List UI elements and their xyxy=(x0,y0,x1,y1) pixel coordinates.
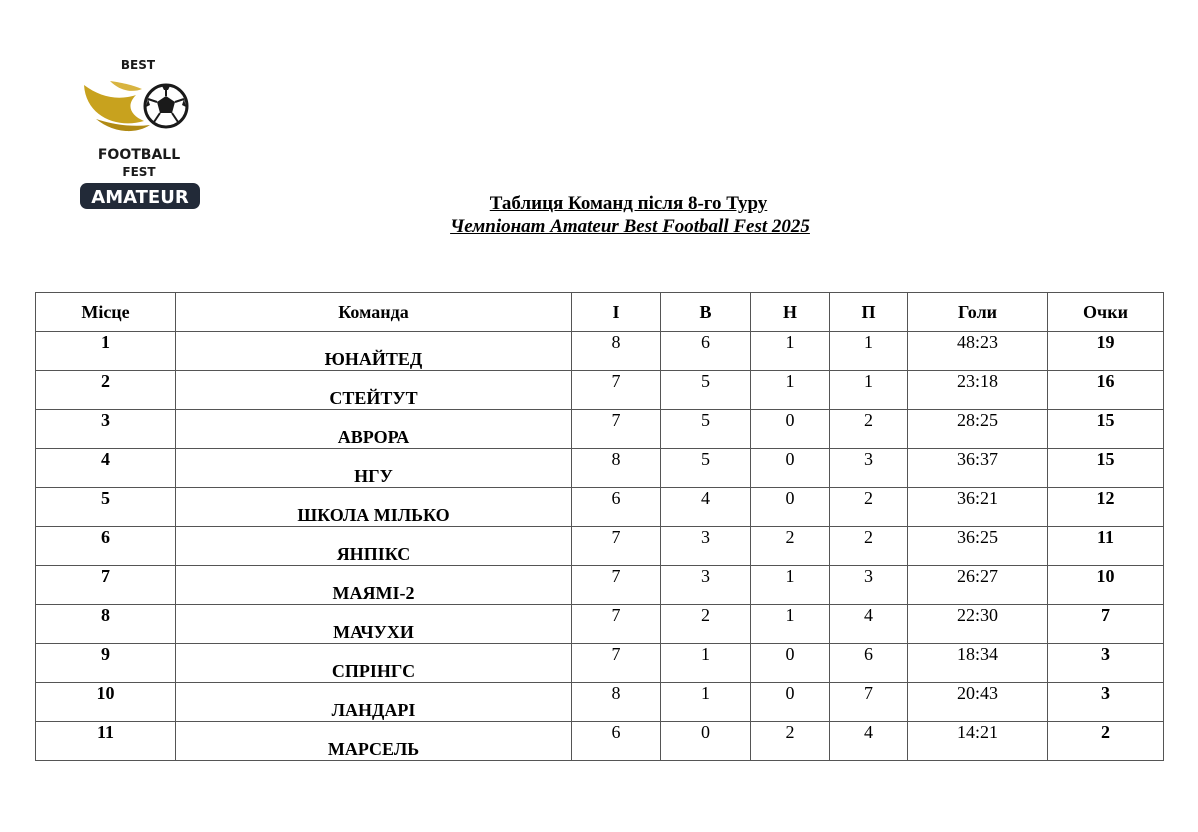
points-cell: 15 xyxy=(1048,449,1164,488)
tournament-logo xyxy=(76,55,206,215)
points-cell: 2 xyxy=(1048,722,1164,761)
goals-cell: 28:25 xyxy=(908,410,1048,449)
place-cell: 8 xyxy=(36,605,176,644)
played-cell: 8 xyxy=(572,683,661,722)
losses-cell: 1 xyxy=(830,371,908,410)
draws-cell: 0 xyxy=(751,449,830,488)
table-row xyxy=(36,644,1164,683)
table-row xyxy=(36,371,1164,410)
played-cell: 6 xyxy=(572,488,661,527)
team-name-cell: СПРІНГС xyxy=(176,644,572,683)
column-header-wins: В xyxy=(661,293,751,332)
goals-cell: 23:18 xyxy=(908,371,1048,410)
goals-cell: 36:21 xyxy=(908,488,1048,527)
draws-cell: 1 xyxy=(751,371,830,410)
team-name-cell: МАЧУХИ xyxy=(176,605,572,644)
draws-cell: 2 xyxy=(751,527,830,566)
points-cell: 19 xyxy=(1048,332,1164,371)
losses-cell: 6 xyxy=(830,644,908,683)
played-cell: 7 xyxy=(572,371,661,410)
column-header-losses: П xyxy=(830,293,908,332)
soccer-ball-icon xyxy=(145,85,187,127)
place-cell: 5 xyxy=(36,488,176,527)
table-row xyxy=(36,449,1164,488)
wins-cell: 5 xyxy=(661,449,751,488)
draws-cell: 0 xyxy=(751,488,830,527)
place-cell: 4 xyxy=(36,449,176,488)
place-cell: 2 xyxy=(36,371,176,410)
played-cell: 7 xyxy=(572,644,661,683)
draws-cell: 1 xyxy=(751,566,830,605)
goals-cell: 26:27 xyxy=(908,566,1048,605)
goals-cell: 18:34 xyxy=(908,644,1048,683)
logo-fest-text: FEST xyxy=(122,165,156,179)
logo-football-text: FOOTBALL xyxy=(97,147,181,163)
wins-cell: 3 xyxy=(661,527,751,566)
losses-cell: 7 xyxy=(830,683,908,722)
team-name-cell: НГУ xyxy=(176,449,572,488)
goals-cell: 48:23 xyxy=(908,332,1048,371)
wins-cell: 2 xyxy=(661,605,751,644)
played-cell: 7 xyxy=(572,605,661,644)
losses-cell: 4 xyxy=(830,605,908,644)
team-name-cell: МАРСЕЛЬ xyxy=(176,722,572,761)
table-row xyxy=(36,683,1164,722)
goals-cell: 36:25 xyxy=(908,527,1048,566)
table-row xyxy=(36,566,1164,605)
goals-cell: 20:43 xyxy=(908,683,1048,722)
column-header-draws: Н xyxy=(751,293,830,332)
column-header-goals: Голи xyxy=(908,293,1048,332)
played-cell: 7 xyxy=(572,566,661,605)
points-cell: 16 xyxy=(1048,371,1164,410)
place-cell: 3 xyxy=(36,410,176,449)
losses-cell: 1 xyxy=(830,332,908,371)
place-cell: 7 xyxy=(36,566,176,605)
team-name-cell: ШКОЛА МІЛЬКО xyxy=(176,488,572,527)
table-header xyxy=(36,293,1164,332)
points-cell: 10 xyxy=(1048,566,1164,605)
losses-cell: 2 xyxy=(830,410,908,449)
played-cell: 7 xyxy=(572,527,661,566)
points-cell: 7 xyxy=(1048,605,1164,644)
losses-cell: 4 xyxy=(830,722,908,761)
losses-cell: 3 xyxy=(830,566,908,605)
points-cell: 15 xyxy=(1048,410,1164,449)
place-cell: 11 xyxy=(36,722,176,761)
losses-cell: 3 xyxy=(830,449,908,488)
column-header-played: І xyxy=(572,293,661,332)
wins-cell: 0 xyxy=(661,722,751,761)
played-cell: 6 xyxy=(572,722,661,761)
wins-cell: 4 xyxy=(661,488,751,527)
column-header-points: Очки xyxy=(1048,293,1164,332)
wins-cell: 1 xyxy=(661,644,751,683)
place-cell: 6 xyxy=(36,527,176,566)
goals-cell: 36:37 xyxy=(908,449,1048,488)
points-cell: 3 xyxy=(1048,644,1164,683)
points-cell: 3 xyxy=(1048,683,1164,722)
wins-cell: 5 xyxy=(661,371,751,410)
team-name-cell: СТЕЙТУТ xyxy=(176,371,572,410)
losses-cell: 2 xyxy=(830,527,908,566)
table-row xyxy=(36,722,1164,761)
team-name-cell: ЛАНДАРІ xyxy=(176,683,572,722)
team-name-cell: ЯНПІКС xyxy=(176,527,572,566)
draws-cell: 2 xyxy=(751,722,830,761)
standings-table xyxy=(35,292,1164,761)
played-cell: 8 xyxy=(572,449,661,488)
table-row xyxy=(36,605,1164,644)
logo-best-text: BEST xyxy=(120,58,156,72)
team-name-cell: АВРОРА xyxy=(176,410,572,449)
place-cell: 1 xyxy=(36,332,176,371)
wins-cell: 5 xyxy=(661,410,751,449)
place-cell: 10 xyxy=(36,683,176,722)
draws-cell: 0 xyxy=(751,410,830,449)
table-row xyxy=(36,527,1164,566)
draws-cell: 1 xyxy=(751,332,830,371)
table-row xyxy=(36,488,1164,527)
wins-cell: 6 xyxy=(661,332,751,371)
table-row xyxy=(36,410,1164,449)
draws-cell: 1 xyxy=(751,605,830,644)
table-row xyxy=(36,332,1164,371)
goals-cell: 14:21 xyxy=(908,722,1048,761)
draws-cell: 0 xyxy=(751,683,830,722)
column-header-team: Команда xyxy=(176,293,572,332)
page-subtitle: Чемпіонат Amateur Best Football Fest 2025 xyxy=(450,216,810,237)
wins-cell: 3 xyxy=(661,566,751,605)
points-cell: 12 xyxy=(1048,488,1164,527)
played-cell: 7 xyxy=(572,410,661,449)
wins-cell: 1 xyxy=(661,683,751,722)
table-body xyxy=(36,332,1164,761)
column-header-place: Місце xyxy=(36,293,176,332)
losses-cell: 2 xyxy=(830,488,908,527)
page-title: Таблиця Команд після 8-го Туру xyxy=(489,193,768,214)
team-name-cell: МАЯМІ-2 xyxy=(176,566,572,605)
played-cell: 8 xyxy=(572,332,661,371)
logo-swoosh-icon xyxy=(84,81,150,131)
points-cell: 11 xyxy=(1048,527,1164,566)
team-name-cell: ЮНАЙТЕД xyxy=(176,332,572,371)
draws-cell: 0 xyxy=(751,644,830,683)
place-cell: 9 xyxy=(36,644,176,683)
logo-amateur-text: AMATEUR xyxy=(91,187,189,208)
heading-block xyxy=(330,192,930,238)
goals-cell: 22:30 xyxy=(908,605,1048,644)
